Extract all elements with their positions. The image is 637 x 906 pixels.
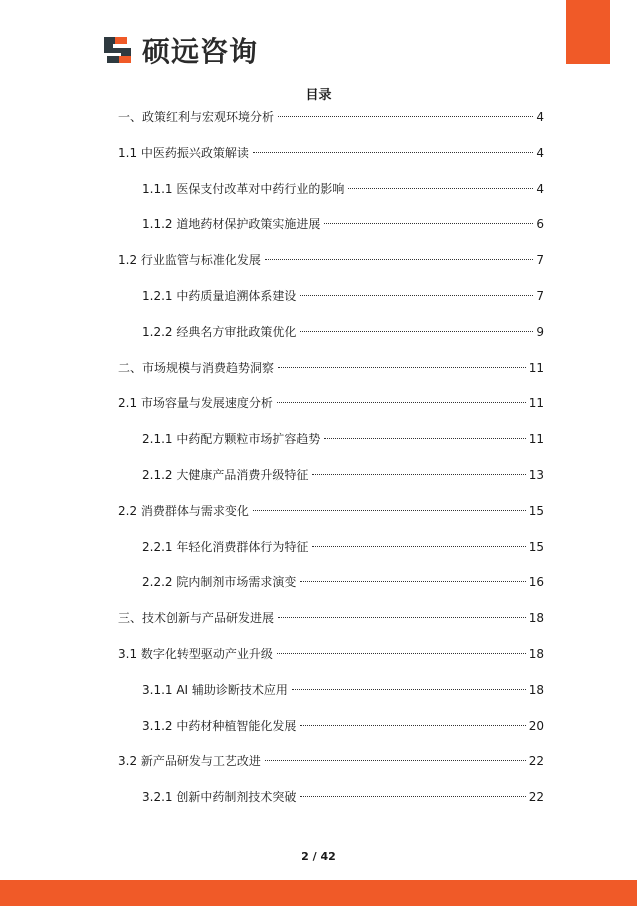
toc-entry[interactable] [118, 251, 544, 269]
toc-entry-page-number: 13 [528, 468, 544, 482]
toc-entry-label: 1.1 中医药振兴政策解读 [118, 146, 249, 160]
toc-dot-leader [312, 546, 525, 547]
toc-entry-page-number: 7 [536, 253, 544, 267]
toc-entry-label: 3.1 数字化转型驱动产业升级 [118, 647, 273, 661]
toc-entry[interactable] [142, 466, 544, 484]
toc-dot-leader [253, 152, 533, 153]
logo-mark-icon [101, 33, 135, 67]
company-logo [101, 32, 258, 68]
toc-entry-label: 1.2.1 中药质量追溯体系建设 [142, 289, 297, 303]
toc-dot-leader [265, 760, 526, 761]
toc-entry-page-number: 16 [528, 575, 544, 589]
toc-entry[interactable] [142, 788, 544, 806]
toc-dot-leader [348, 188, 533, 189]
toc-entry[interactable] [142, 681, 544, 699]
toc-entry-page-number: 18 [528, 611, 544, 625]
toc-entry[interactable] [118, 752, 544, 770]
toc-entry[interactable] [118, 108, 544, 126]
toc-entry-page-number: 4 [536, 182, 544, 196]
toc-dot-leader [278, 116, 533, 117]
toc-dot-leader [300, 331, 533, 332]
toc-entry[interactable] [118, 502, 544, 520]
toc-entry-page-number: 7 [536, 289, 544, 303]
toc-entry-label: 2.2.2 院内制剂市场需求演变 [142, 575, 297, 589]
toc-entry-label: 2.2.1 年轻化消费群体行为特征 [142, 540, 309, 554]
toc-entry-page-number: 4 [536, 146, 544, 160]
page-indicator: 2 / 42 [301, 850, 336, 863]
toc-entry-label: 2.2 消费群体与需求变化 [118, 504, 249, 518]
toc-entry-label: 1.2.2 经典名方审批政策优化 [142, 325, 297, 339]
toc-entry[interactable] [142, 287, 544, 305]
toc-entry-page-number: 22 [528, 790, 544, 804]
toc-entry[interactable] [118, 609, 544, 627]
toc-entry-label: 一、政策红利与宏观环境分析 [118, 110, 275, 124]
toc-entry-label: 2.1.2 大健康产品消费升级特征 [142, 468, 309, 482]
toc-dot-leader [324, 438, 525, 439]
toc-entry[interactable] [142, 717, 544, 735]
toc-dot-leader [300, 581, 525, 582]
toc-entry[interactable] [142, 430, 544, 448]
toc-entry-label: 1.1.2 道地药材保护政策实施进展 [142, 217, 321, 231]
toc-entry-label: 1.2 行业监管与标准化发展 [118, 253, 261, 267]
toc-entry-page-number: 4 [536, 110, 544, 124]
toc-entry-page-number: 9 [536, 325, 544, 339]
toc-title: 目录 [305, 88, 332, 103]
toc-entry[interactable] [142, 573, 544, 591]
toc-dot-leader [277, 653, 526, 654]
toc-dot-leader [300, 295, 533, 296]
toc-entry-label: 3.2.1 创新中药制剂技术突破 [142, 790, 297, 804]
toc-entry[interactable] [142, 538, 544, 556]
toc-entry-label: 3.1.2 中药材种植智能化发展 [142, 719, 297, 733]
toc-dot-leader [278, 367, 526, 368]
toc-entry-page-number: 11 [528, 396, 544, 410]
toc-entry-page-number: 22 [528, 754, 544, 768]
toc-dot-leader [278, 617, 526, 618]
toc-dot-leader [265, 259, 533, 260]
toc-entry-page-number: 15 [528, 504, 544, 518]
toc-entry[interactable] [118, 645, 544, 663]
toc-dot-leader [253, 510, 526, 511]
toc-entry-label: 2.1.1 中药配方颗粒市场扩容趋势 [142, 432, 321, 446]
toc-entry[interactable] [118, 394, 544, 412]
toc-entry-page-number: 6 [536, 217, 544, 231]
toc-entry-page-number: 15 [528, 540, 544, 554]
toc-entry[interactable] [142, 215, 544, 233]
toc-entry[interactable] [142, 180, 544, 198]
toc-entry-label: 3.1.1 AI 辅助诊断技术应用 [142, 683, 288, 697]
toc-entry-page-number: 18 [528, 647, 544, 661]
toc-entry[interactable] [118, 144, 544, 162]
toc-entry-label: 二、市场规模与消费趋势洞察 [118, 361, 275, 375]
toc-entry[interactable] [142, 323, 544, 341]
toc-dot-leader [300, 725, 525, 726]
toc-entry-label: 1.1.1 医保支付改革对中药行业的影响 [142, 182, 345, 196]
toc-entry-page-number: 11 [528, 361, 544, 375]
footer-accent-bar [0, 880, 637, 906]
toc-dot-leader [324, 223, 533, 224]
toc-entry-page-number: 11 [528, 432, 544, 446]
toc-entry-label: 三、技术创新与产品研发进展 [118, 611, 275, 625]
corner-accent-tab [566, 0, 610, 64]
toc-dot-leader [300, 796, 525, 797]
toc-entry-page-number: 20 [528, 719, 544, 733]
toc-entry-label: 3.2 新产品研发与工艺改进 [118, 754, 261, 768]
logo-text: 硕远咨询 [142, 35, 259, 68]
toc-dot-leader [312, 474, 525, 475]
toc-entry[interactable] [118, 359, 544, 377]
toc-dot-leader [292, 689, 526, 690]
toc-entry-label: 2.1 市场容量与发展速度分析 [118, 396, 273, 410]
toc-dot-leader [277, 402, 526, 403]
toc-entry-page-number: 18 [528, 683, 544, 697]
